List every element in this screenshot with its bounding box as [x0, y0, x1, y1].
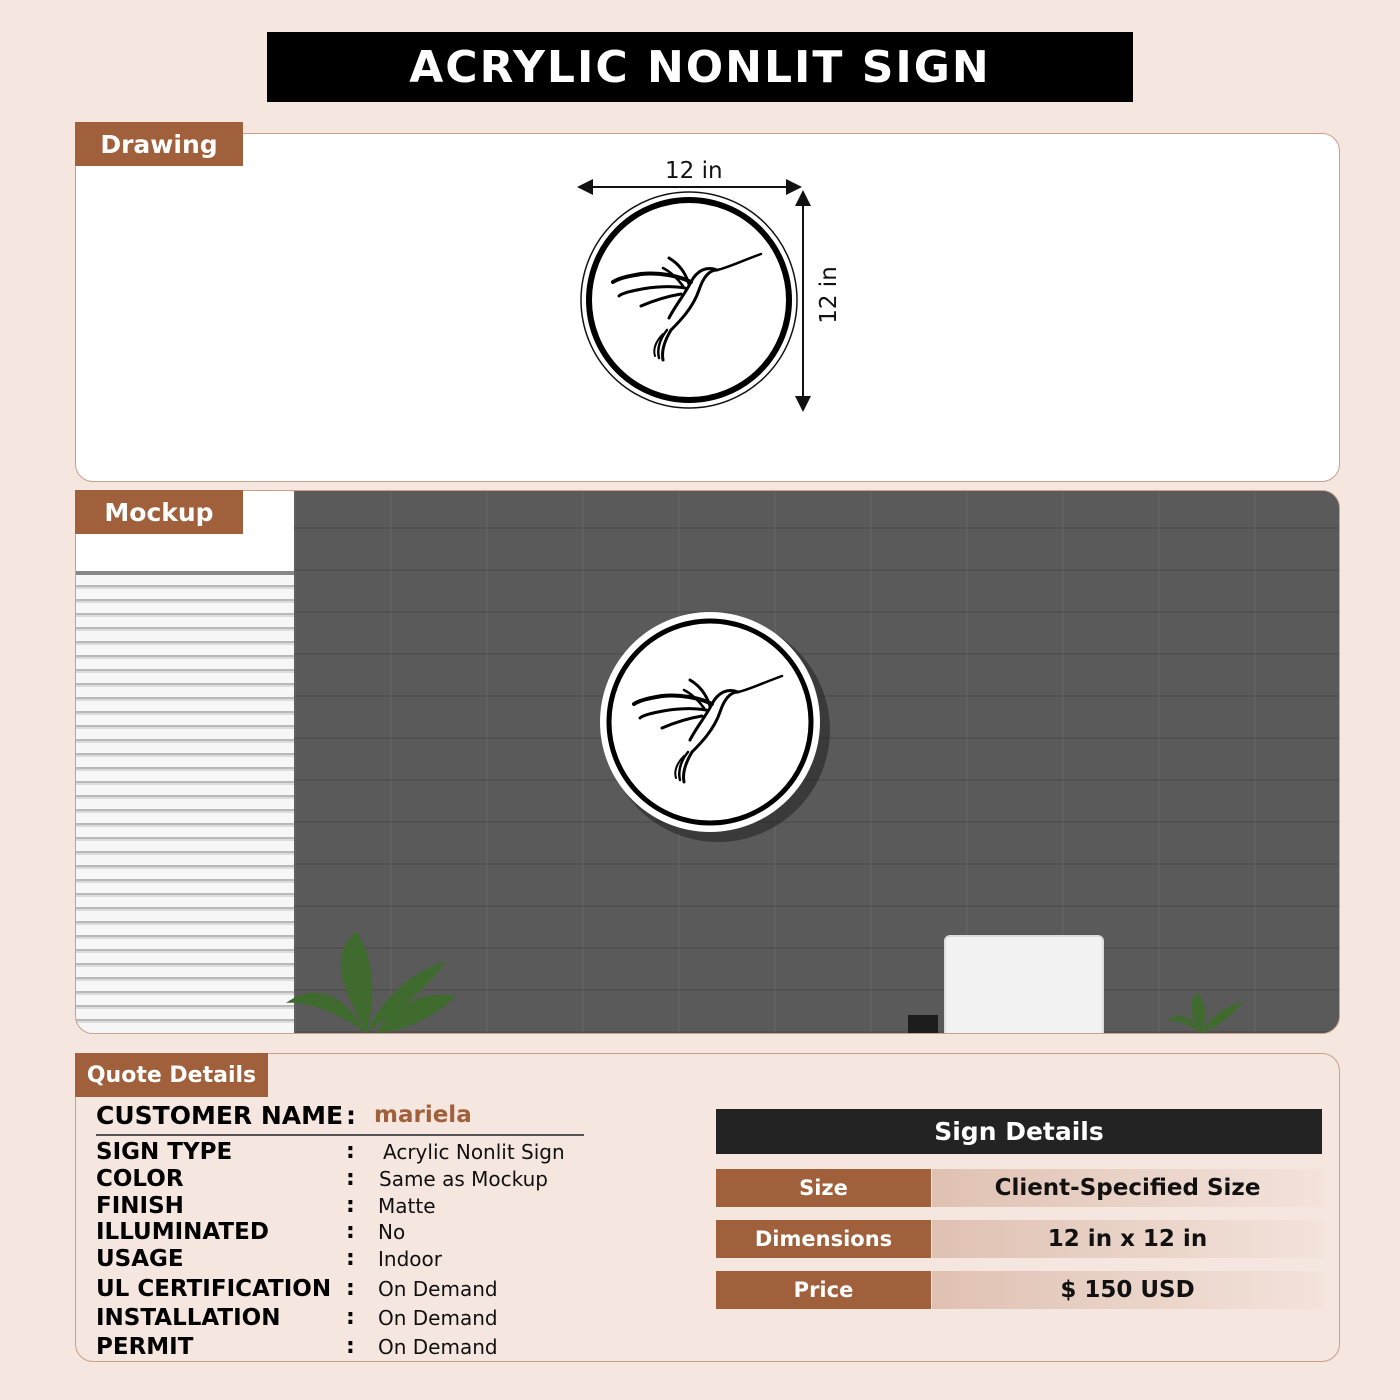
price-key: Price — [716, 1271, 931, 1309]
quote-value-1: Same as Mockup — [379, 1167, 548, 1191]
customer-underline — [96, 1134, 584, 1136]
width-label: 12 in — [665, 158, 723, 184]
monitor — [944, 935, 1104, 1034]
quote-label-4: USAGE — [96, 1246, 184, 1272]
page-title: ACRYLIC NONLIT SIGN — [267, 32, 1133, 102]
quote-colon-3: : — [346, 1219, 355, 1244]
height-label: 12 in — [815, 266, 842, 324]
plant-left — [286, 931, 456, 1033]
quote-value-3: No — [378, 1220, 406, 1244]
quote-colon-6: : — [346, 1305, 355, 1330]
quote-value-5: On Demand — [378, 1277, 498, 1301]
drawing-panel — [75, 133, 1340, 482]
quote-label-0: SIGN TYPE — [96, 1139, 233, 1165]
quote-label-3: ILLUMINATED — [96, 1219, 269, 1245]
size-value: Client-Specified Size — [932, 1169, 1323, 1207]
quote-label-2: FINISH — [96, 1193, 184, 1219]
quote-value-0: Acrylic Nonlit Sign — [383, 1140, 565, 1164]
quote-colon-5: : — [346, 1276, 355, 1301]
quote-value-6: On Demand — [378, 1306, 498, 1330]
customer-name-value: mariela — [374, 1102, 472, 1128]
quote-value-7: On Demand — [378, 1335, 498, 1359]
dimensions-value: 12 in x 12 in — [932, 1220, 1323, 1258]
quote-value-2: Matte — [378, 1194, 436, 1218]
dimensions-key: Dimensions — [716, 1220, 931, 1258]
hummingbird-icon — [581, 192, 797, 408]
mockup-svg — [76, 491, 1339, 1033]
mockup-panel — [75, 490, 1340, 1034]
tab-drawing: Drawing — [75, 122, 243, 166]
quote-label-6: INSTALLATION — [96, 1305, 281, 1331]
quote-value-4: Indoor — [378, 1247, 442, 1271]
quote-label-1: COLOR — [96, 1166, 184, 1192]
plant-right — [1166, 993, 1244, 1033]
tab-mockup: Mockup — [75, 490, 243, 534]
quote-colon-2: : — [346, 1193, 355, 1218]
customer-colon: : — [346, 1101, 356, 1130]
drawing-svg — [76, 134, 1339, 481]
quote-colon-1: : — [346, 1166, 355, 1191]
size-key: Size — [716, 1169, 931, 1207]
tab-quote-details: Quote Details — [75, 1053, 268, 1097]
quote-colon-0: : — [346, 1139, 355, 1164]
mockup-sign-icon — [600, 612, 820, 832]
sign-details-header: Sign Details — [716, 1109, 1322, 1154]
desk-object — [908, 1015, 938, 1033]
quote-label-7: PERMIT — [96, 1334, 194, 1360]
customer-name-label: CUSTOMER NAME — [96, 1101, 344, 1130]
quote-label-5: UL CERTIFICATION — [96, 1276, 332, 1302]
quote-colon-7: : — [346, 1334, 355, 1359]
price-value: $ 150 USD — [932, 1271, 1323, 1309]
quote-colon-4: : — [346, 1246, 355, 1271]
